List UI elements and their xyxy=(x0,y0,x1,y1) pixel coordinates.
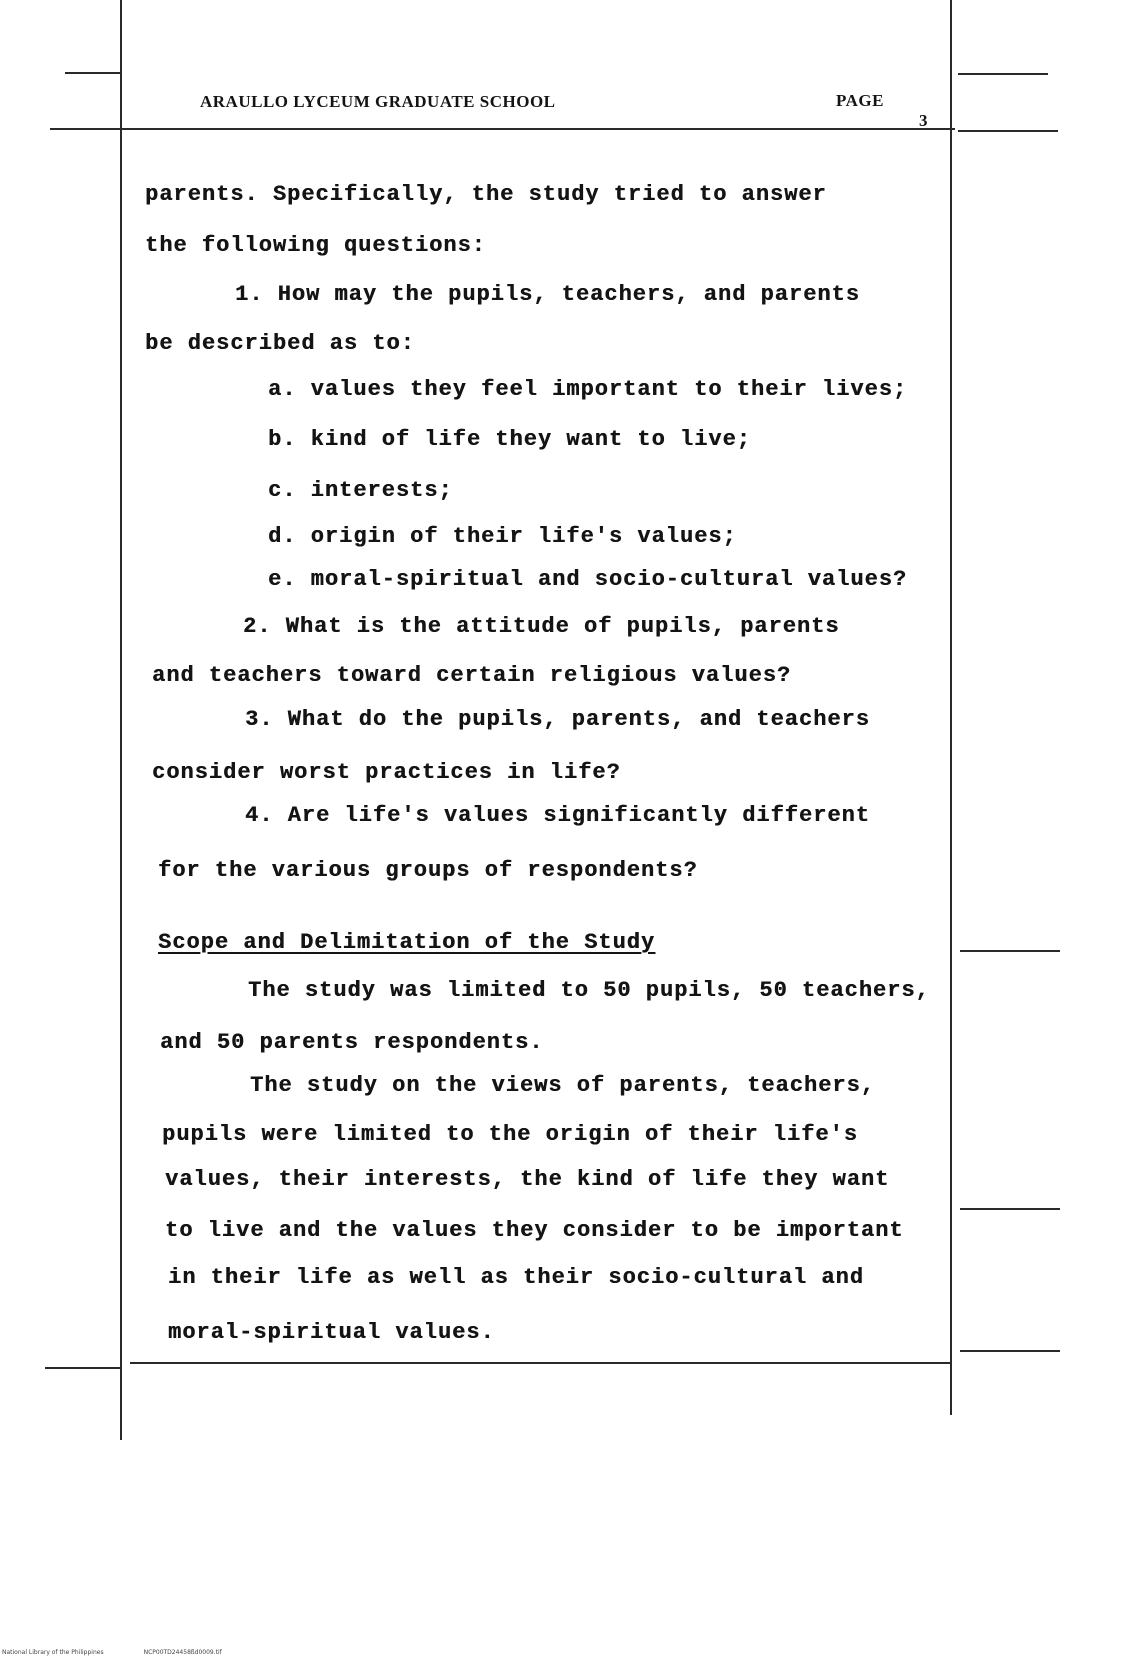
scope-line-8: moral-spiritual values. xyxy=(168,1320,495,1345)
question-3: 3. What do the pupils, parents, and teachers xyxy=(245,707,870,732)
body-line-2: the following questions: xyxy=(145,233,486,258)
body-line-11: and teachers toward certain religious values? xyxy=(152,663,792,688)
scope-line-7: in their life as well as their socio-cultural and xyxy=(168,1265,864,1290)
school-name: ARAULLO LYCEUM GRADUATE SCHOOL xyxy=(200,92,556,111)
question-1: 1. How may the pupils, teachers, and parents xyxy=(235,282,860,307)
header-bottom-rule xyxy=(50,128,955,130)
scope-line-1: The study was limited to 50 pupils, 50 teachers, xyxy=(248,978,930,1003)
right-margin-rule xyxy=(950,0,952,1415)
page-number: 3 xyxy=(919,111,928,130)
section-heading: Scope and Delimitation of the Study xyxy=(158,930,656,955)
question-1a: a. values they feel important to their lives; xyxy=(268,377,908,402)
scan-footer xyxy=(2,1649,262,1656)
right-side-rule-mid xyxy=(960,950,1060,952)
question-1c: c. interests; xyxy=(268,478,453,503)
bottom-rule-left xyxy=(45,1367,120,1369)
body-line-15: for the various groups of respondents? xyxy=(158,858,698,883)
question-2: 2. What is the attitude of pupils, parents xyxy=(243,614,840,639)
page-label: PAGE xyxy=(836,91,884,110)
bottom-rule-right xyxy=(960,1350,1060,1352)
header-top-rule-right xyxy=(958,73,1048,75)
question-1b: b. kind of life they want to live; xyxy=(268,427,751,452)
right-side-rule-low xyxy=(960,1208,1060,1210)
scope-line-4: pupils were limited to the origin of their life's xyxy=(162,1122,858,1147)
scope-line-3: The study on the views of parents, teachers, xyxy=(250,1073,875,1098)
scope-line-2: and 50 parents respondents. xyxy=(160,1030,544,1055)
file-id: NCP00TD24458ßd0009.tif xyxy=(143,1649,222,1656)
question-4: 4. Are life's values significantly different xyxy=(245,803,870,828)
bottom-rule xyxy=(130,1362,952,1364)
body-line-1: parents. Specifically, the study tried to answer xyxy=(145,182,827,207)
question-1d: d. origin of their life's values; xyxy=(268,524,737,549)
scope-line-5: values, their interests, the kind of life they want xyxy=(165,1167,890,1192)
library-name: National Library of the Philippines xyxy=(2,1649,104,1656)
scope-line-6: to live and the values they consider to be important xyxy=(165,1218,904,1243)
left-margin-rule xyxy=(120,0,122,1440)
body-line-13: consider worst practices in life? xyxy=(152,760,621,785)
question-1e: e. moral-spiritual and socio-cultural values? xyxy=(268,567,908,592)
body-line-4: be described as to: xyxy=(145,331,415,356)
header-top-rule-left xyxy=(65,72,120,74)
header-bottom-rule-right xyxy=(958,130,1058,132)
